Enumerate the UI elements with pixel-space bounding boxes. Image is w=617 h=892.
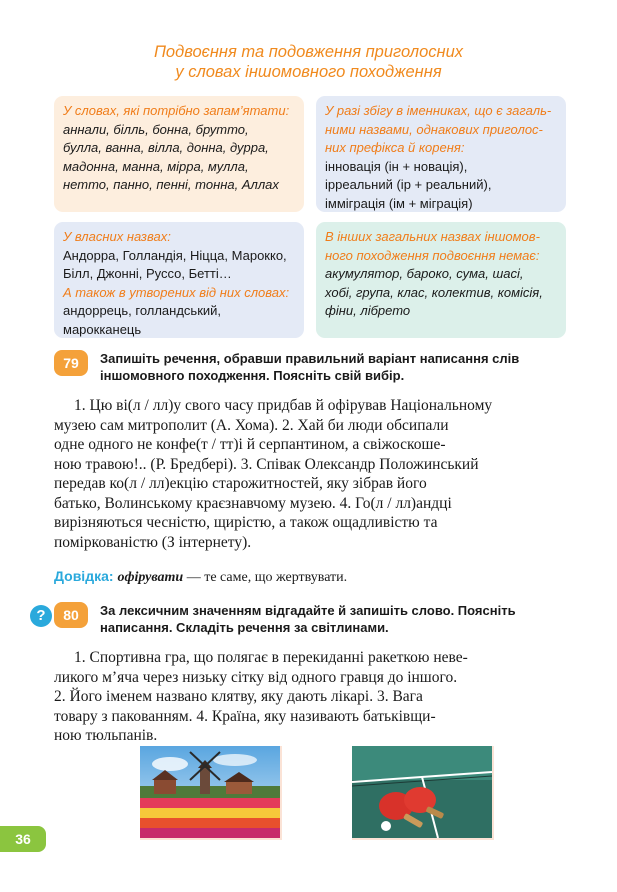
rule-box-heading: них префікса й кореня:: [325, 140, 465, 155]
text-line: передав ко(л / лл)екцію старожитностей, яку зібрав його: [54, 475, 427, 492]
rule-box-line: мадонна, манна, мірра, мулла,: [63, 158, 249, 174]
rule-box-heading: ного походження подвоєння немає:: [325, 247, 540, 263]
rule-box-line: ірреальний (ір + реальний),: [325, 177, 492, 192]
rule-box-heading: У власних назвах:: [63, 229, 171, 244]
exercise-79-header: [54, 350, 570, 384]
rule-box-line: інновація (ін + новація),: [325, 158, 468, 174]
text-line: поміркованістю (З інтернету).: [54, 533, 252, 551]
exercise-80-header: [54, 602, 570, 636]
exercise-number-badge: 80: [54, 602, 88, 628]
rule-box-line: Андорра, Голландія, Ніцца, Марокко,: [63, 247, 287, 263]
page-title: [0, 42, 617, 82]
text-line: ною травою!.. (Р. Бредбері). 3. Співак Олександр Положинський: [54, 455, 479, 473]
text-line: 2. Його іменем названо клятву, яку дають лікарі. 3. Вага: [54, 688, 423, 705]
exercise-task: [100, 350, 570, 384]
text-line: товару з пакованням. 4. Країна, яку називають батьківщи-: [54, 707, 436, 725]
text-line: 1. Спортивна гра, що полягає в перекиданні ракеткою неве-: [74, 649, 468, 666]
rule-box-line: булла, ванна, вілла, донна, дурра,: [63, 140, 269, 155]
rule-box-line: марокканець: [63, 321, 142, 337]
rule-box-line: акумулятор, бароко, сума, шасі,: [325, 266, 524, 281]
rule-box-no-doubling: [316, 222, 566, 338]
text-line: ною тюльпанів.: [54, 727, 158, 744]
exercise-task: [100, 602, 570, 636]
rule-box-proper-names: [54, 222, 304, 338]
task-line: За лексичним значенням відгадайте й запишіть слово. Поясніть: [100, 603, 516, 618]
rule-box-line: фіни, лібрето: [325, 303, 411, 318]
rule-box-line: аннали, білль, бонна, брутто,: [63, 121, 249, 137]
rule-box-line: хобі, група, клас, колектив, комісія,: [325, 284, 543, 300]
question-icon: ?: [30, 605, 52, 627]
rule-box-heading: У словах, які потрібно запам’ятати:: [63, 103, 290, 118]
page-number: 36: [0, 826, 46, 852]
tulips-windmill-photo: [140, 746, 282, 840]
text-line: музею сам митрополит (А. Хома). 2. Хай би люди обсипали: [54, 416, 449, 434]
rule-box-line: андоррець, голландський,: [63, 303, 222, 318]
text-line: одне одного не конфе(т / тт)і й серпантином, а свіжоскоше-: [54, 436, 446, 453]
rule-box-heading: ними назвами, однакових приголос-: [325, 121, 543, 137]
rule-box-line: нетто, панно, пенні, тонна, Аллах: [63, 177, 279, 192]
reference-label: Довідка: [54, 568, 109, 584]
rule-box-heading: У разі збігу в іменниках, що є загаль-: [325, 103, 552, 118]
exercise-80-text: [54, 648, 566, 746]
exercise-number-badge: 79: [54, 350, 88, 376]
exercise-79-text: [54, 396, 566, 552]
reference-note: Довідка: офірувати — те саме, що жертвувати.: [54, 568, 348, 585]
rule-box-prefix: [316, 96, 566, 212]
task-line: написання. Складіть речення за світлинами.: [100, 620, 389, 635]
table-tennis-photo: [352, 746, 494, 840]
rule-box-heading: В інших загальних назвах іншомов-: [325, 229, 540, 244]
title-line-1: Подвоєння та подовження приголосних: [153, 43, 464, 61]
rule-box-line: імміграція (ім + міграція): [325, 195, 473, 211]
rule-box-line: Білл, Джонні, Руссо, Бетті…: [63, 266, 232, 281]
rule-box-heading: А також в утворених від них словах:: [63, 284, 290, 300]
text-line: вирізняються чесністю, щирістю, а також ощадливістю та: [54, 514, 438, 531]
title-line-2: у словах іншомовного походження: [175, 63, 442, 81]
rule-box-remember: [54, 96, 304, 212]
reference-definition: — те саме, що жертвувати.: [183, 570, 348, 585]
text-line: батько, Волинському краєзнавчому музею. 4. Го(л / лл)андці: [54, 494, 452, 512]
task-line: Запишіть речення, обравши правильний варіант написання слів: [100, 351, 520, 366]
text-line: ликого м’яча через низьку сітку від одного гравця до іншого.: [54, 668, 458, 686]
text-line: 1. Цю ві(л / лл)у свого часу придбав й офірував Національному: [74, 397, 493, 414]
reference-word: офірувати: [117, 570, 184, 585]
task-line: іншомовного походження. Поясніть свій вибір.: [100, 368, 405, 383]
